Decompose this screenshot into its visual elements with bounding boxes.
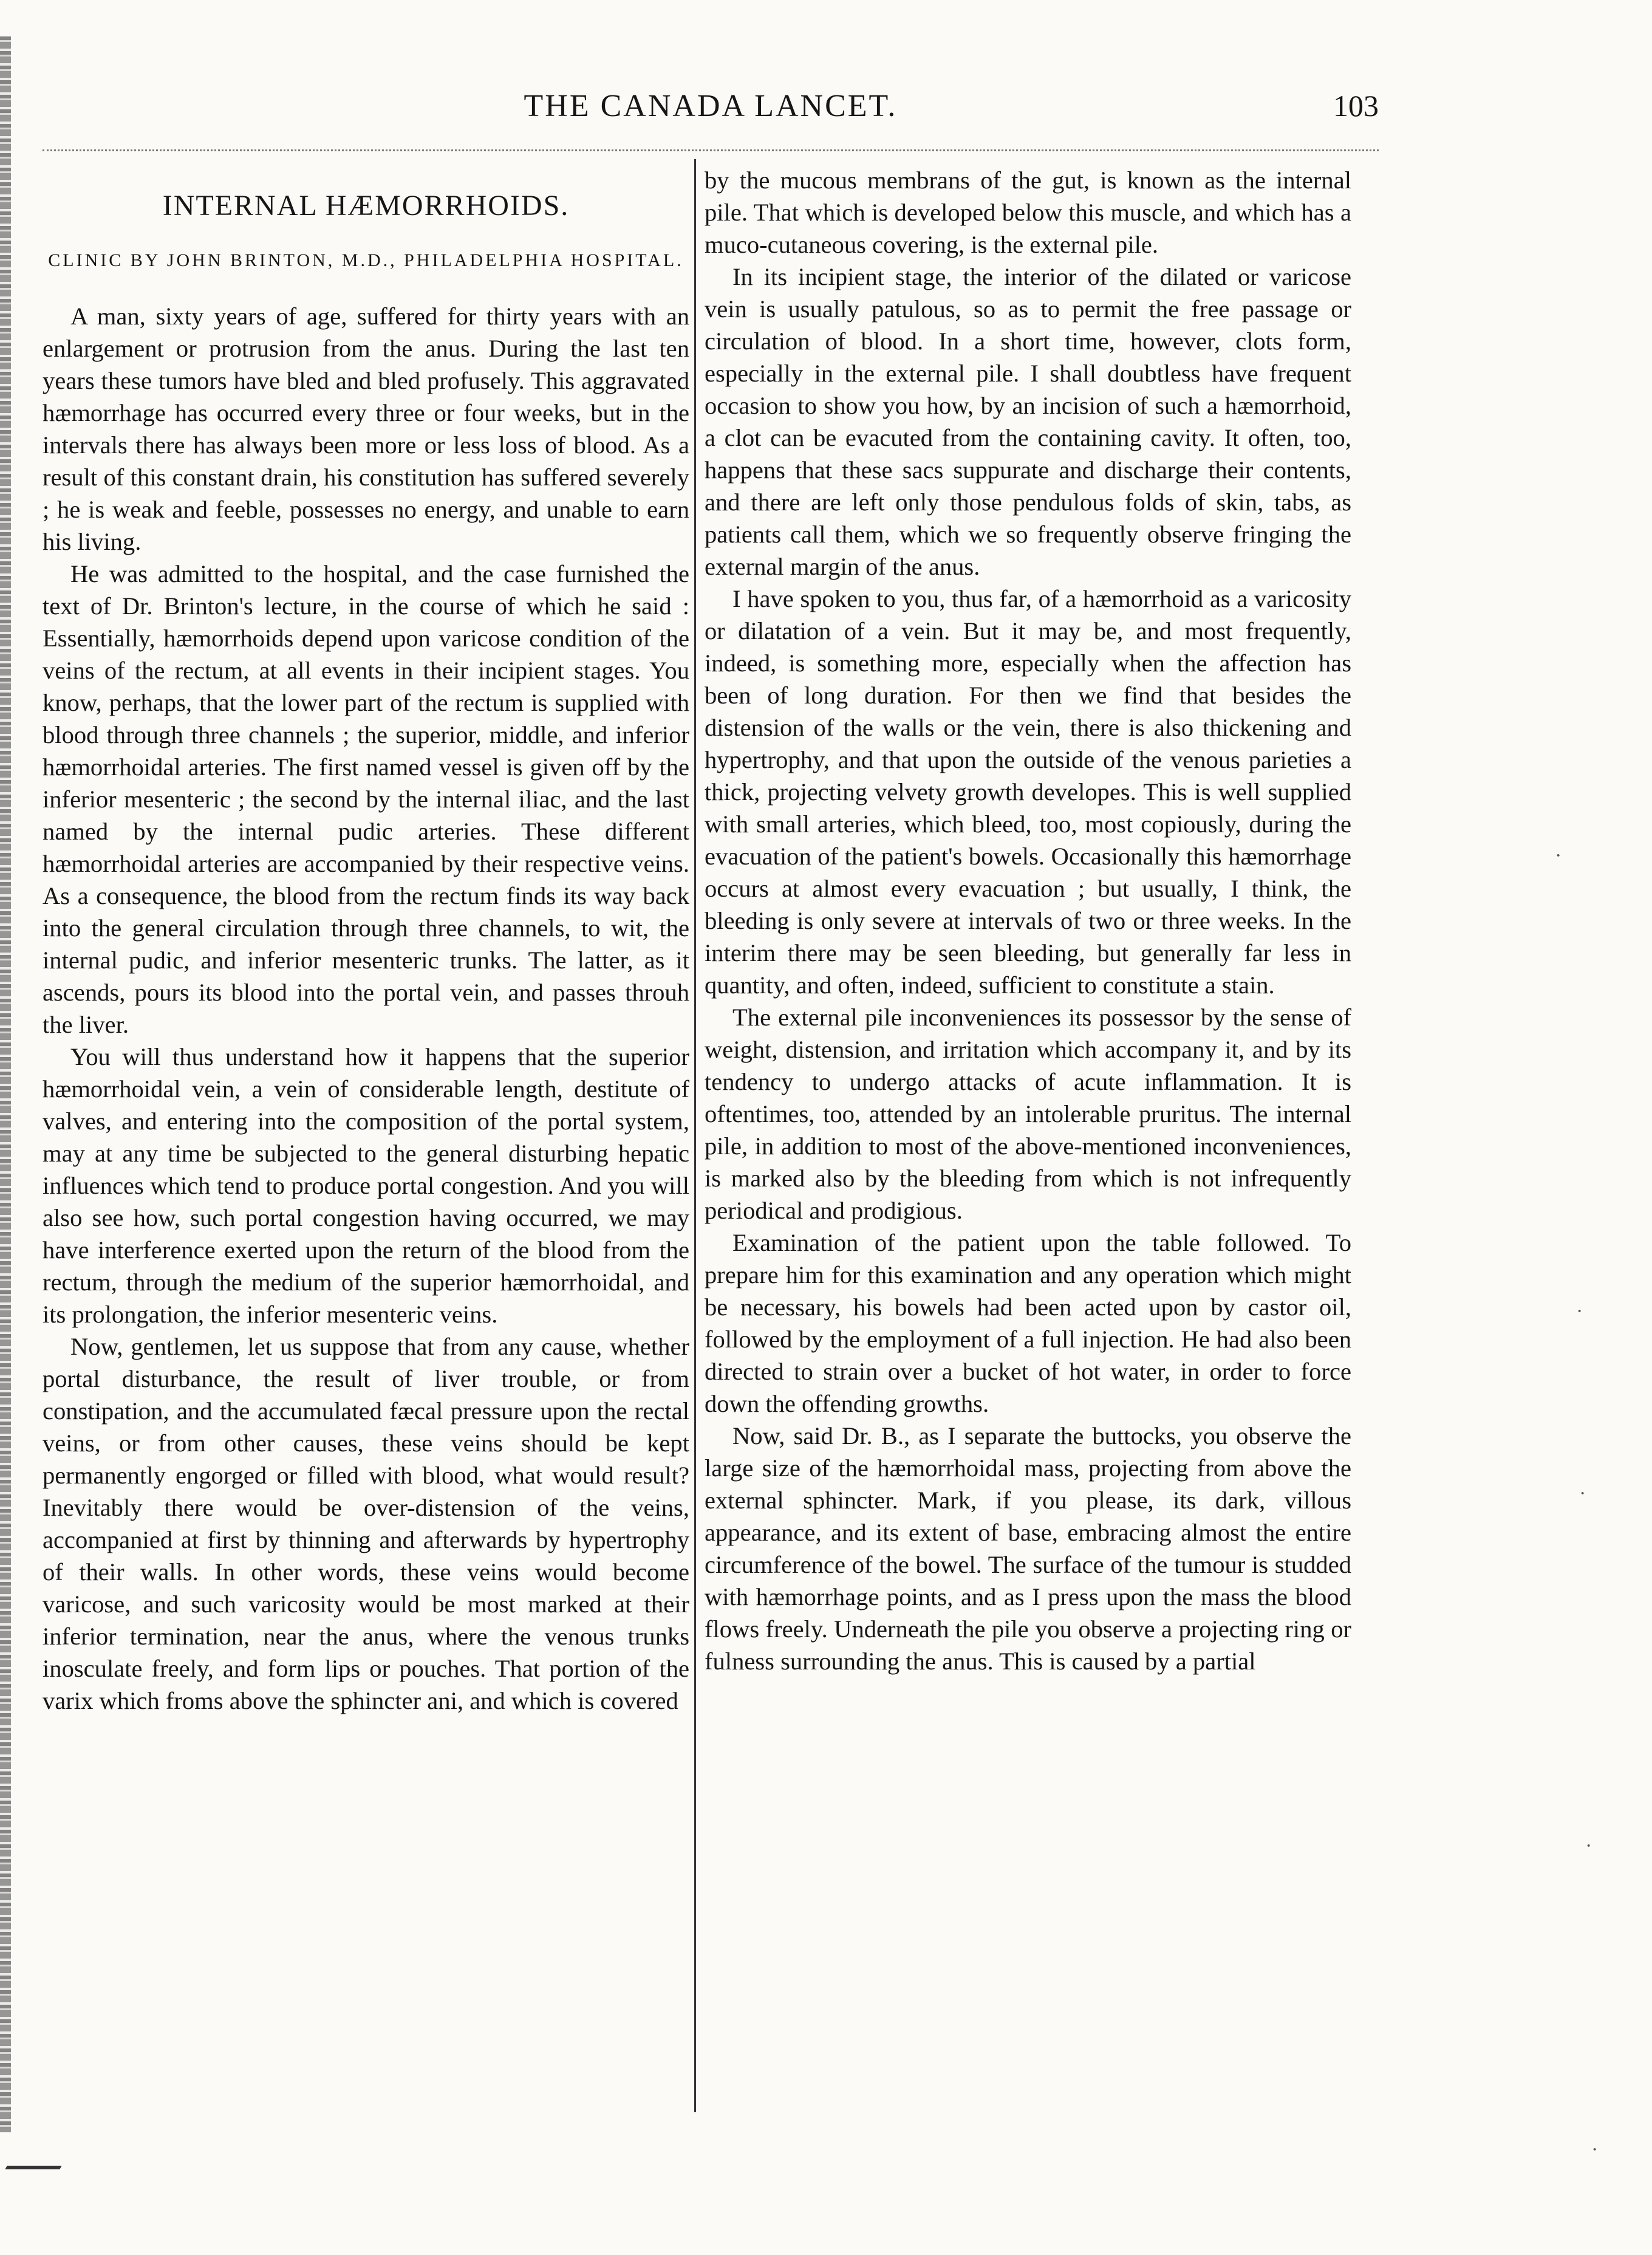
right-column bbox=[705, 164, 1351, 1677]
paragraph: I have spoken to you, thus far, of a hæmorrhoid as a varicosity or dilatation of a vein. But it may be, and most frequently, indeed, is something more, especially when the affection has been of long duration. For then we find that besides the distension of the walls or the vein, there is also thickening and hypertrophy, and that upon the outside of the venous parieties a thick, projecting velvety growth developes. This is well supplied with small arteries, which bleed, too, most copiously, during the evacuation of the patient's bowels. Occasionally this hæmorrhage occurs at almost every evacuation ; but usually, I think, the bleeding is only severe at intervals of two or three weeks. In the interim there may be seen bleeding, but generally far less in quantity, and often, indeed, sufficient to constitute a stain. bbox=[705, 585, 1351, 999]
article-title: INTERNAL HÆMORRHOIDS. bbox=[162, 190, 570, 222]
paragraph: The external pile inconveniences its possessor by the sense of weight, distension, and irritation which accompany it, and by its tendency to undergo attacks of acute inflammation. It is oftentimes, too, attended by an intolerable pruritus. The internal pile, in addition to most of the above-mentioned inconveniences, is marked also by the bleeding from which is not infrequently periodical and prodigious. bbox=[705, 1004, 1351, 1224]
paragraph: In its incipient stage, the interior of the dilated or varicose vein is usually patulous, so as to permit the free passage or circulation of blood. In a short time, however, clots form, especially in the external pile. I shall doubtless have frequent occasion to show you how, by an incision of such a hæmorrhoid, a clot can be evacuted from the containing cavity. It often, too, happens that these sacs suppurate and discharge their contents, and there are left only those pendulous folds of skin, tabs, as patients call them, which we so frequently observe fringing the external margin of the anus. bbox=[705, 263, 1351, 580]
scan-speck: · bbox=[1555, 844, 1562, 867]
header-rule bbox=[43, 149, 1379, 151]
scan-speck: · bbox=[1591, 2138, 1599, 2161]
page-binding-edge bbox=[0, 36, 11, 2132]
paragraph: by the mucous membrans of the gut, is known as the internal pile. That which is developed below this muscle, and which has a muco-cutaneous covering, is the external pile. bbox=[705, 166, 1351, 258]
paragraph: You will thus understand how it happens that the superior hæmorrhoidal vein, a vein of considerable length, destitute of valves, and entering into the composition of the portal system, may at any time be subjected to the general disturbing hepatic influences which tend to produce portal congestion. And you will also see how, such portal congestion having occurred, we may have interference exerted upon the return of the blood from the rectum, through the medium of the superior hæmorrhoidal, and its prolongation, the inferior mesenteric veins. bbox=[43, 1043, 689, 1328]
column-divider bbox=[694, 159, 696, 2112]
page-number: 103 bbox=[1333, 89, 1379, 123]
journal-title: THE CANADA LANCET. bbox=[524, 89, 898, 123]
scan-speck: · bbox=[1579, 1482, 1586, 1505]
paragraph: Now, gentlemen, let us suppose that from any cause, whether portal disturbance, the result of liver trouble, or from constipation, and the accumulated fæcal pressure upon the rectal veins, or from other causes, these veins should be kept permanently engorged or filled with blood, what would result? Inevitably there would be over-distension of the veins, accompanied at first by thinning and afterwards by hypertrophy of their walls. In other words, these veins would become varicose, and such varicosity would be most marked at their inferior termination, near the anus, where the venous trunks inosculate freely, and form lips or pouches. That portion of the varix which froms above the sphincter ani, and which is covered bbox=[43, 1333, 689, 1714]
paragraph: He was admitted to the hospital, and the case furnished the text of Dr. Brinton's lecture, in the course of which he said : Essentially, hæmorrhoids depend upon varicose condition of the veins of the rectum, at all events in their incipient stages. You know, perhaps, that the lower part of the rectum is supplied with blood through three channels ; the superior, middle, and inferior hæmorrhoidal arteries. The first named vessel is given off by the inferior mesenteric ; the second by the internal iliac, and the last named by the internal pudic arteries. These different hæmorrhoidal arteries are accompanied by their respective veins. As a consequence, the blood from the rectum finds its way back into the general circulation through three channels, to wit, the internal pudic, and inferior mesenteric trunks. The latter, as it ascends, pours its blood into the portal vein, and passes throuh the liver. bbox=[43, 560, 689, 1038]
running-head bbox=[43, 88, 1379, 137]
scan-mark bbox=[5, 2166, 61, 2169]
scan-speck: · bbox=[1576, 1300, 1583, 1323]
paragraph: A man, sixty years of age, suffered for thirty years with an enlargement or protrusion from the anus. During the last ten years these tumors have bled and bled profusely. This aggravated hæmorrhage has occurred every three or four weeks, but in the intervals there has always been more or less loss of blood. As a result of this constant drain, his constitution has suffered severely ; he is weak and feeble, possesses no energy, and unable to earn his living. bbox=[43, 303, 689, 555]
left-column bbox=[43, 164, 689, 1717]
scan-speck: · bbox=[1585, 1835, 1592, 1857]
paragraph: Examination of the patient upon the table followed. To prepare him for this examination and any operation which might be necessary, his bowels had been acted upon by castor oil, followed by the employment of a full injection. He had also been directed to strain over a bucket of hot water, in order to force down the offending growths. bbox=[705, 1229, 1351, 1417]
paragraph: Now, said Dr. B., as I separate the buttocks, you observe the large size of the hæmorrhoidal mass, projecting from above the external sphincter. Mark, if you please, its dark, villous appearance, and its extent of base, embracing almost the entire circumference of the bowel. The surface of the tumour is studded with hæmorrhage points, and as I press upon the mass the blood flows freely. Underneath the pile you observe a projecting ring or fulness surrounding the anus. This is caused by a partial bbox=[705, 1422, 1351, 1675]
article-byline: CLINIC BY JOHN BRINTON, M.D., PHILADELPHIA HOSPITAL. bbox=[48, 250, 684, 270]
